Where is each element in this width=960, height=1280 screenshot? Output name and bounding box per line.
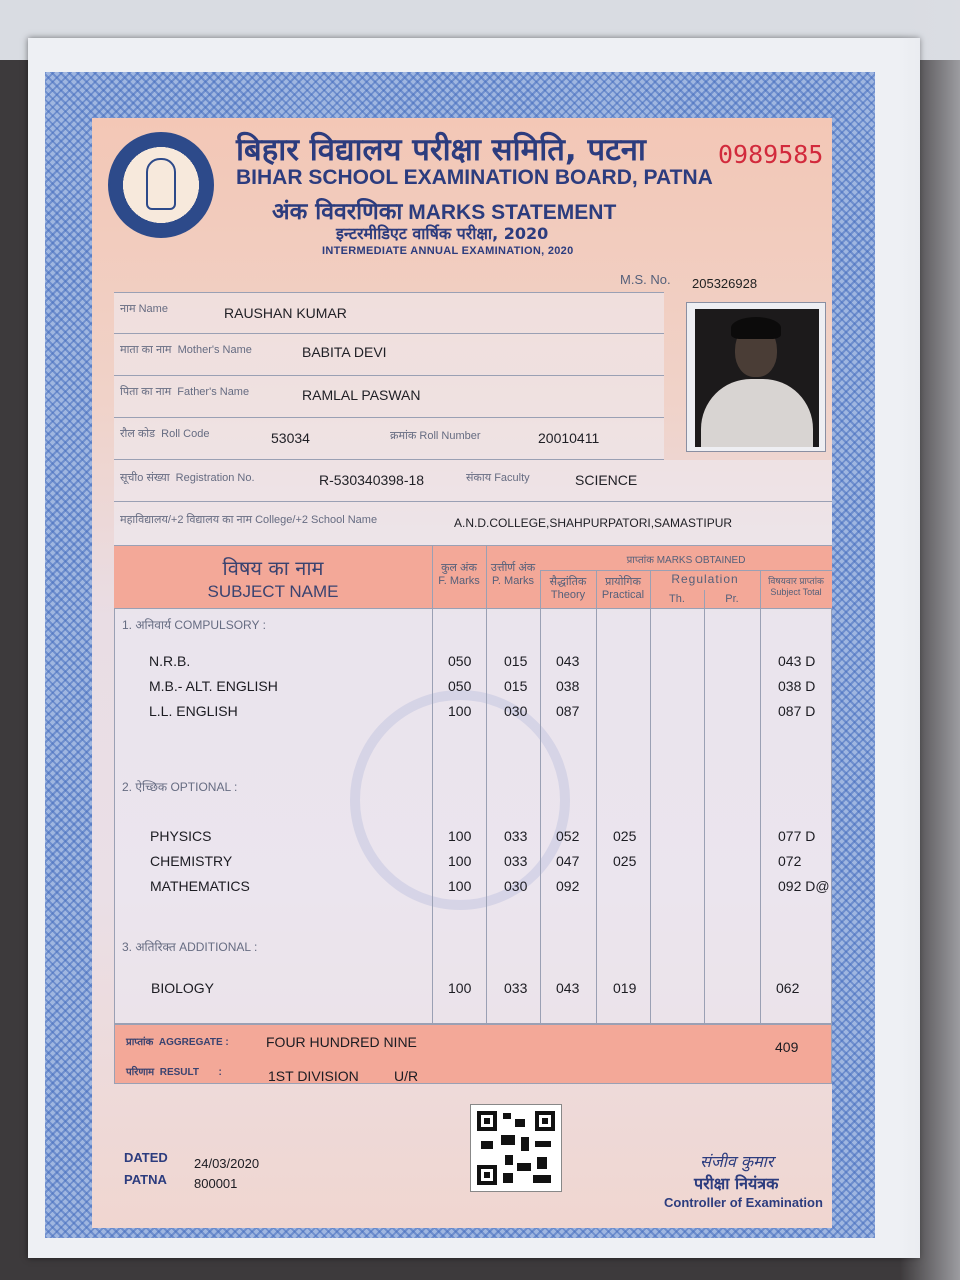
subject-theory: 052	[556, 828, 580, 844]
row-registration	[114, 460, 832, 502]
controller-title-english: Controller of Examination	[664, 1195, 823, 1210]
subject-pmarks: 015	[504, 653, 528, 669]
father-name: RAMLAL PASWAN	[302, 387, 421, 403]
issue-date: 24/03/2020	[194, 1156, 260, 1171]
pin-code: 800001	[194, 1176, 238, 1191]
subject-fmarks: 100	[448, 828, 472, 844]
col-divider	[432, 546, 433, 1024]
result-label: परिणाम RESULT :	[126, 1067, 222, 1078]
ms-no-value: 205326928	[692, 276, 758, 291]
exam-name-english: INTERMEDIATE ANNUAL EXAMINATION, 2020	[322, 245, 574, 257]
mother-name: BABITA DEVI	[302, 344, 387, 360]
theory-header: सैद्धांतिक Theory	[549, 576, 587, 601]
aggregate-label: प्राप्तांक AGGREGATE :	[126, 1037, 229, 1048]
obtained-header: प्राप्तांक MARKS OBTAINED	[626, 555, 746, 566]
student-photo-frame	[686, 302, 826, 452]
college-label: महाविद्यालय/+2 विद्यालय का नाम College/+2 School Name	[120, 514, 378, 526]
subject-practical: 025	[613, 828, 637, 844]
col-divider	[650, 570, 651, 1024]
subject-pmarks: 030	[504, 878, 528, 894]
college-name: A.N.D.COLLEGE,SHAHPURPATORI,SAMASTIPUR	[454, 516, 733, 530]
practical-header: प्रायोगिक Practical	[601, 576, 645, 601]
board-name-english: BIHAR SCHOOL EXAMINATION BOARD, PATNA	[236, 166, 713, 189]
col-divider	[596, 570, 597, 1024]
subject-theory: 038	[556, 678, 580, 694]
dated-label: DATED	[124, 1150, 168, 1165]
registration-number: R-530340398-18	[319, 472, 425, 488]
row-roll	[114, 418, 664, 460]
name-label: नाम Name	[120, 303, 168, 315]
subject-name: CHEMISTRY	[150, 853, 233, 869]
subject-fmarks: 100	[448, 980, 472, 996]
subject-pmarks: 033	[504, 980, 528, 996]
subject-total: 043 D	[778, 653, 816, 669]
subject-pmarks: 015	[504, 678, 528, 694]
faculty: SCIENCE	[575, 472, 638, 488]
ms-no-label: M.S. No.	[620, 272, 671, 287]
subject-name: M.B.- ALT. ENGLISH	[149, 678, 278, 694]
row-mother	[114, 334, 664, 376]
pmarks-header: उत्तीर्ण अंक P. Marks	[490, 562, 536, 587]
subject-practical: 019	[613, 980, 637, 996]
exam-name-hindi: इन्टरमीडिएट वार्षिक परीक्षा, 2020	[336, 224, 549, 243]
subject-name: N.R.B.	[149, 653, 191, 669]
registration-label: सूचीo संख्या Registration No.	[120, 472, 255, 484]
total-header: विषयवार प्राप्तांक Subject Total	[768, 576, 824, 597]
subject-name: MATHEMATICS	[150, 878, 250, 894]
subject-header-english: SUBJECT NAME	[207, 582, 339, 601]
subject-theory: 047	[556, 853, 580, 869]
header-divider	[114, 608, 832, 609]
col-divider	[704, 590, 705, 1024]
regulation-header: Regulation	[671, 572, 739, 586]
student-name: RAUSHAN KUMAR	[224, 305, 347, 321]
subject-name: L.L. ENGLISH	[149, 703, 238, 719]
col-divider	[540, 570, 541, 1024]
subject-fmarks: 050	[448, 678, 472, 694]
subject-practical: 025	[613, 853, 637, 869]
subject-pmarks: 030	[504, 703, 528, 719]
subject-total: 077 D	[778, 828, 816, 844]
subject-total: 038 D	[778, 678, 816, 694]
section-additional: 3. अतिरिक्त ADDITIONAL :	[122, 940, 258, 954]
subject-name: PHYSICS	[150, 828, 212, 844]
roll-number: 20010411	[538, 430, 600, 446]
plastic-sleeve	[900, 0, 960, 1280]
qr-code	[470, 1104, 562, 1192]
faculty-label: संकाय Faculty	[466, 472, 530, 484]
section-compulsory: 1. अनिवार्य COMPULSORY :	[122, 618, 266, 632]
subject-fmarks: 100	[448, 703, 472, 719]
aggregate-words: FOUR HUNDRED NINE	[266, 1034, 417, 1050]
subject-name: BIOLOGY	[151, 980, 215, 996]
subject-fmarks: 050	[448, 653, 472, 669]
board-name-hindi: बिहार विद्यालय परीक्षा समिति, पटना	[236, 132, 646, 168]
row-name	[114, 292, 664, 334]
col-divider	[486, 546, 487, 1024]
subject-total: 062	[776, 980, 800, 996]
statement-title-hindi: अंक विवरणिका	[272, 199, 403, 225]
subject-theory: 043	[556, 653, 580, 669]
seal-watermark	[350, 690, 570, 910]
reg-th-header: Th.	[669, 593, 685, 605]
statement-title-english: MARKS STATEMENT	[408, 201, 617, 224]
row-college	[114, 502, 832, 546]
board-seal-logo	[108, 132, 214, 238]
result-division: 1ST DIVISION	[268, 1068, 359, 1084]
subject-fmarks: 100	[448, 878, 472, 894]
subject-total: 092 D@	[778, 878, 830, 894]
col-divider	[760, 570, 761, 1024]
serial-number: 0989585	[718, 140, 824, 169]
subject-pmarks: 033	[504, 828, 528, 844]
subject-pmarks: 033	[504, 853, 528, 869]
subject-fmarks: 100	[448, 853, 472, 869]
subject-header-hindi: विषय का नाम	[222, 556, 324, 580]
place-label: PATNA	[124, 1172, 167, 1187]
student-photo	[695, 309, 819, 447]
roll-code-label: रौल कोड Roll Code	[120, 428, 210, 440]
subject-total: 072	[778, 853, 802, 869]
reg-pr-header: Pr.	[725, 593, 739, 605]
roll-code: 53034	[271, 430, 310, 446]
obtained-divider	[540, 570, 832, 571]
mother-label: माता का नाम Mother's Name	[120, 344, 252, 356]
section-optional: 2. ऐच्छिक OPTIONAL :	[122, 780, 238, 794]
result-code: U/R	[394, 1068, 419, 1084]
roll-number-label: क्रमांक Roll Number	[390, 430, 481, 442]
row-father	[114, 376, 664, 418]
subject-theory: 087	[556, 703, 580, 719]
aggregate-total: 409	[775, 1039, 799, 1055]
fmarks-header: कुल अंक F. Marks	[438, 562, 480, 587]
subject-total: 087 D	[778, 703, 816, 719]
subject-theory: 043	[556, 980, 580, 996]
controller-title-hindi: परीक्षा नियंत्रक	[694, 1174, 779, 1193]
controller-signature: संजीव कुमार	[700, 1152, 774, 1171]
subject-theory: 092	[556, 878, 580, 894]
father-label: पिता का नाम Father's Name	[120, 386, 250, 398]
